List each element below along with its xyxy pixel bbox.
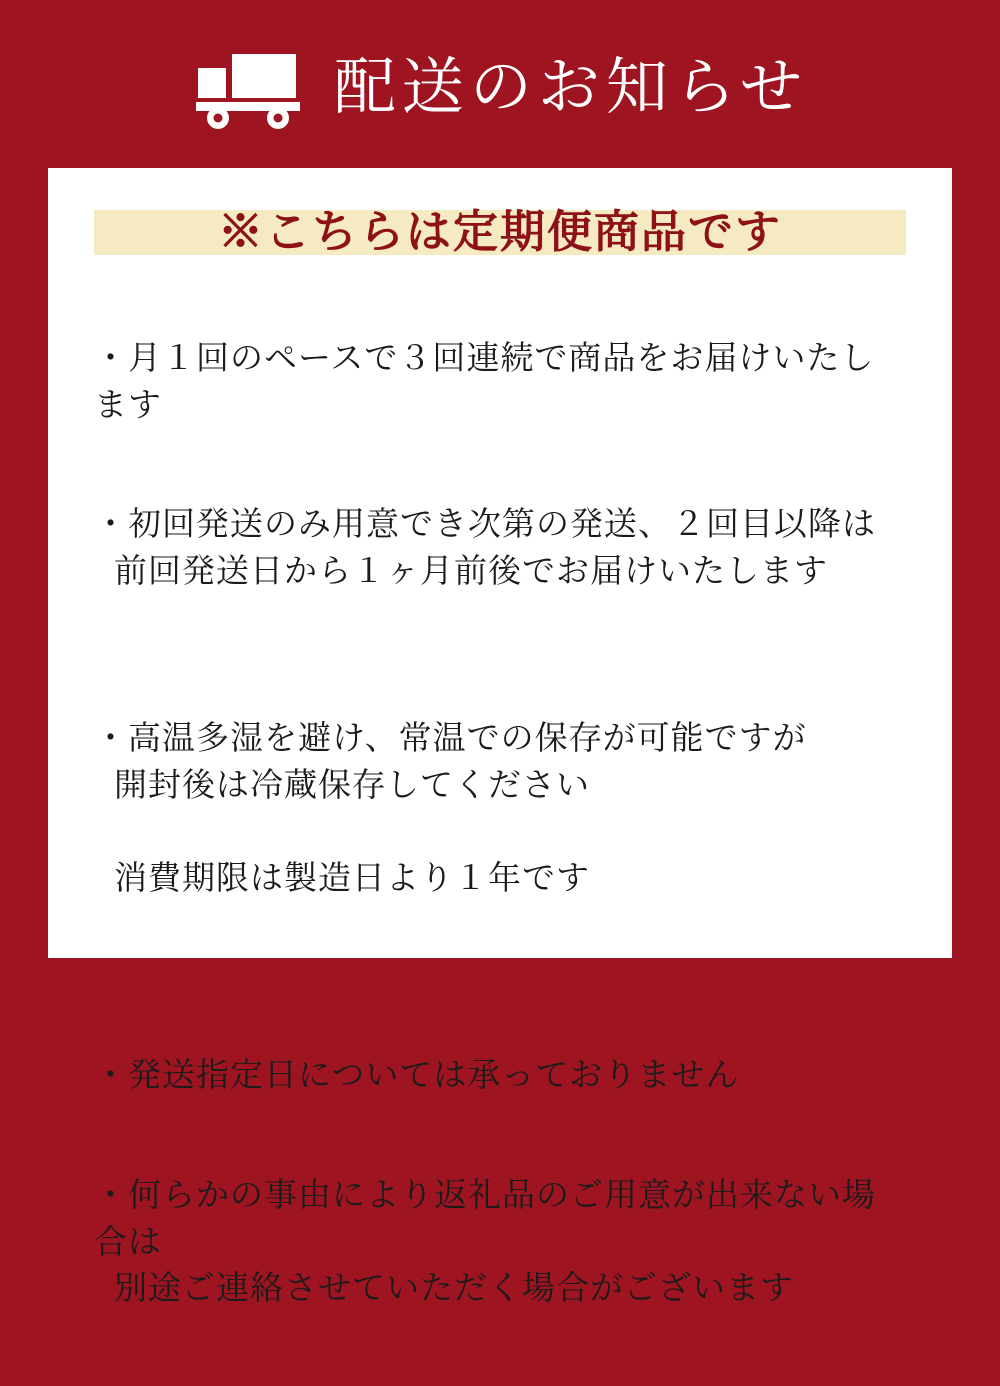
note-line: ・月１回のペースで３回連続で商品をお届けいたします: [94, 340, 875, 424]
list-item: [94, 456, 906, 643]
note-line: ・高温多湿を避け、常温での保存が可能ですが: [94, 720, 807, 757]
notes-list: [94, 289, 906, 1386]
list-item: [94, 1006, 906, 1100]
delivery-truck-icon: [192, 44, 308, 132]
note-line: 別途ご連絡させていただく場合がございます: [114, 1271, 794, 1308]
list-item: [94, 1126, 906, 1360]
note-line: ・発送指定日については承っておりません: [94, 1058, 740, 1095]
note-line: 開封後は冷蔵保存してください: [114, 767, 590, 804]
list-item: [94, 669, 906, 950]
list-item: [94, 289, 906, 430]
notice-card: [48, 168, 952, 1308]
note-line: 前回発送日から１ヶ月前後でお届けいたします: [114, 554, 828, 591]
subscription-banner: [94, 207, 906, 257]
note-line: 消費期限は製造日より１年です: [114, 861, 590, 898]
note-line: ・初回発送のみ用意でき次第の発送、２回目以降は: [94, 507, 876, 544]
poster-header: [0, 0, 1000, 168]
subscription-banner-label: ※こちらは定期便商品です: [217, 207, 782, 257]
page-title: 配送のお知らせ: [333, 54, 809, 122]
note-line: ・何らかの事由により返礼品のご用意が出来ない場合は: [94, 1177, 876, 1261]
